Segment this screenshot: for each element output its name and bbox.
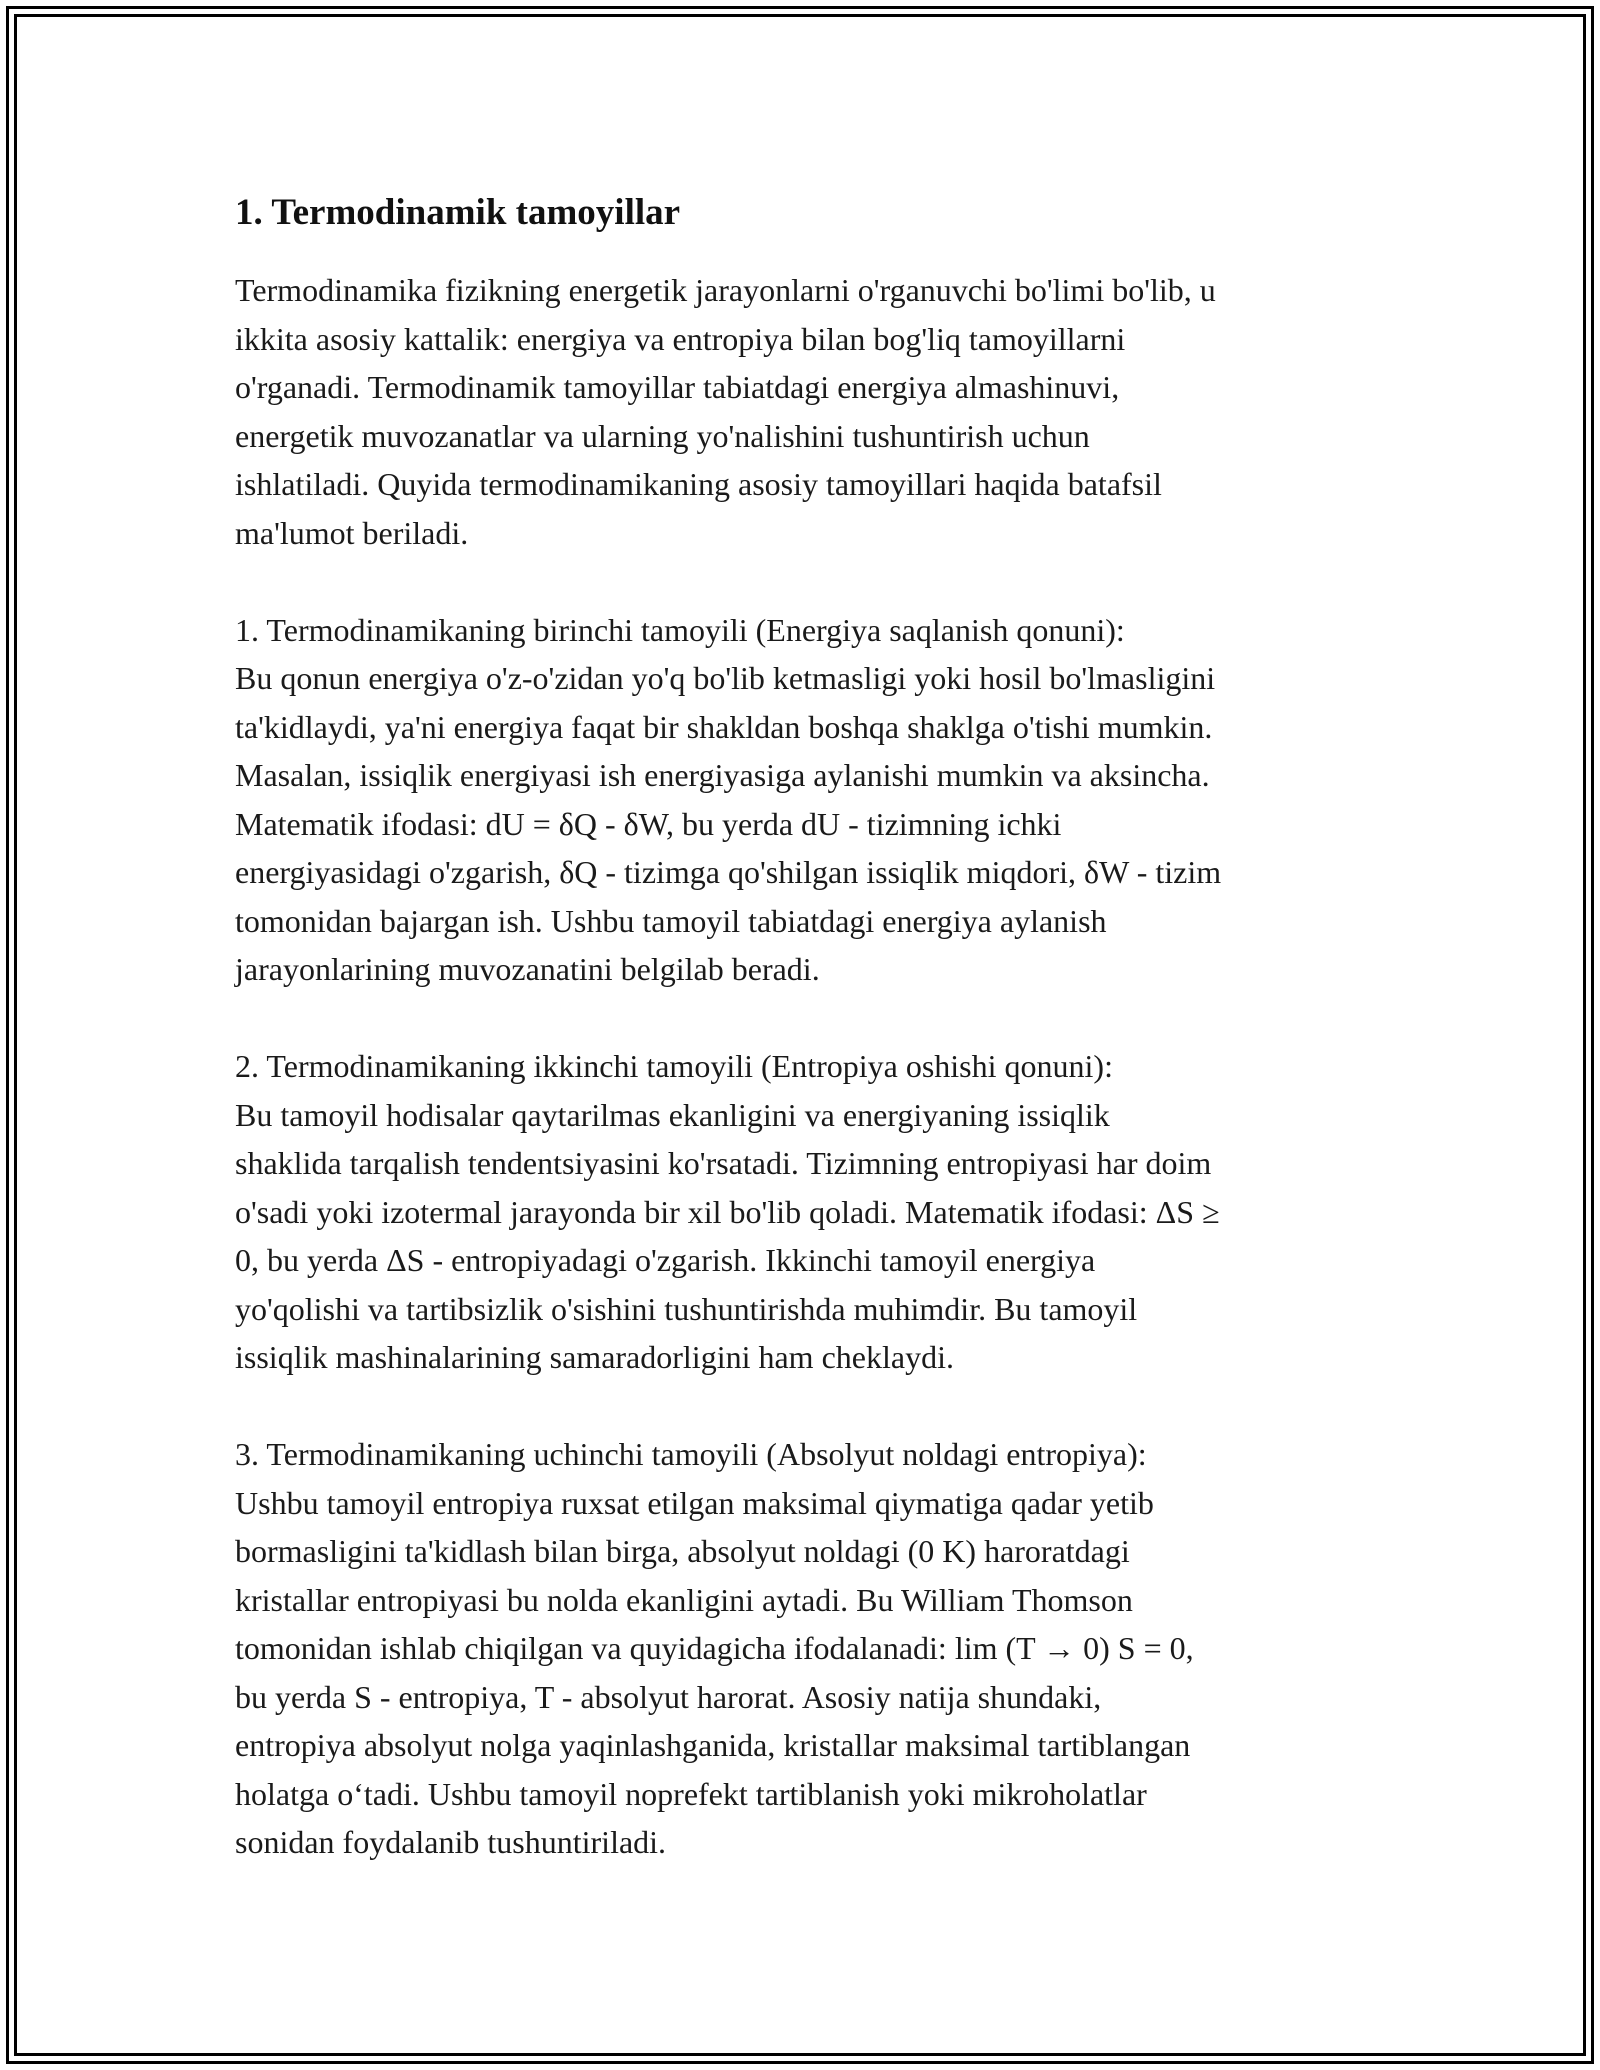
third-law-paragraph: 3. Termodinamikaning uchinchi tamoyili (Absolyut noldagi entropiya): Ushbu tamoyil entropiya ruxsat etilgan maksimal qiymatiga qadar yetib bormasligini ta'kidlash bilan birga, absolyut noldagi (0 K) haroratdagi kristallar entropiyasi bu nolda ekanligini aytadi. Bu William Thomson tomonidan ishlab chiqilgan va quyidagicha ifodalanadi: lim (T → 0) S = 0, bu yerda S - entropiya, T - absolyut harorat. Asosiy natija shundaki, entropiya absolyut nolga yaqinlashganida, kristallar maksimal tartiblangan holatga oʻtadi. Ushbu tamoyil noprefekt tartiblanish yoki mikroholatlar sonidan foydalanib tushuntiriladi. xyxy=(235,1436,1194,1860)
intro-paragraph: Termodinamika fizikning energetik jarayonlarni o'rganuvchi bo'limi bo'lib, u ikkita asosiy kattalik: energiya va entropiya bilan bog'liq tamoyillarni o'rganadi. Termodinamik tamoyillar tabiatdagi energiya almashinuvi, energetik muvozanatlar va ularning yo'nalishini tushuntirish uchun ishlatiladi. Quyida termodinamikaning asosiy tamoyillari haqida batafsil ma'lumot beriladi. xyxy=(235,272,1216,551)
first-law-paragraph: 1. Termodinamikaning birinchi tamoyili (Energiya saqlanish qonuni): Bu qonun energiya o'z-o'zidan yo'q bo'lib ketmasligi yoki hosil bo'lmasligini ta'kidlaydi, ya'ni energiya faqat bir shakldan boshqa shaklga o'tishi mumkin. Masalan, issiqlik energiyasi ish energiyasiga aylanishi mumkin va aksincha. Matematik ifodasi: dU = δQ - δW, bu yerda dU - tizimning ichki energiyasidagi o'zgarish, δQ - tizimga qo'shilgan issiqlik miqdori, δW - tizim tomonidan bajargan ish. Ushbu tamoyil tabiatdagi energiya aylanish jarayonlarining muvozanatini belgilab beradi. xyxy=(235,611,1222,987)
second-law-paragraph: 2. Termodinamikaning ikkinchi tamoyili (Entropiya oshishi qonuni): Bu tamoyil hodisalar qaytarilmas ekanligini va energiyaning issiqlik shaklida tarqalish tendentsiyasini ko'rsatadi. Tizimning entropiyasi har doim o'sadi yoki izotermal jarayonda bir xil bo'lib qoladi. Matematik ifodasi: ΔS ≥ 0, bu yerda ΔS - entropiyadagi o'zgarish. Ikkinchi tamoyil energiya yo'qolishi va tartibsizlik o'sishini tushuntirishda muhimdir. Bu tamoyil issiqlik mashinalarining samaradorligini ham cheklaydi. xyxy=(235,1048,1220,1375)
section-title: 1. Termodinamik tamoyillar xyxy=(235,192,681,233)
document-body xyxy=(235,185,1375,1867)
